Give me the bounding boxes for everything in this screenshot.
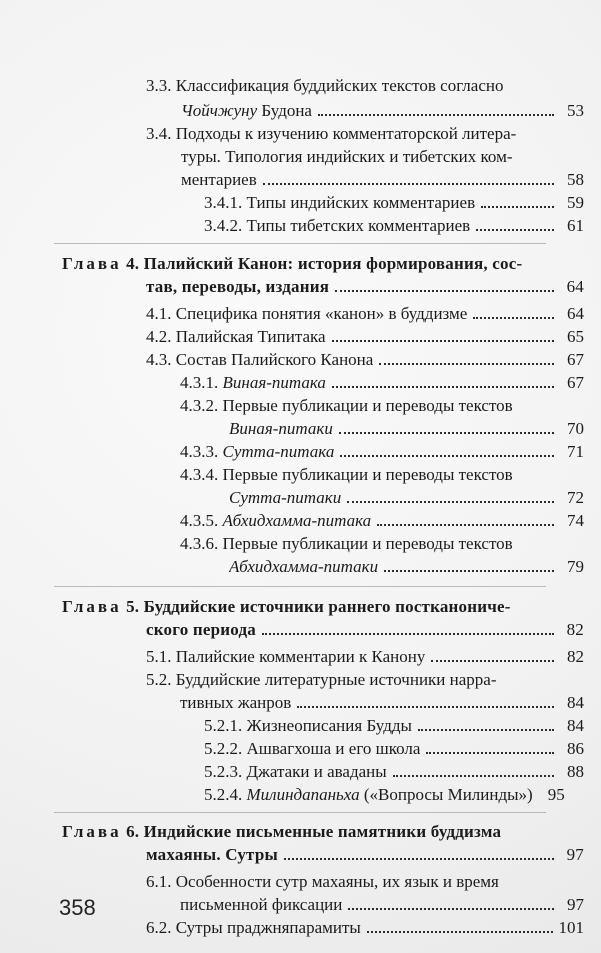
toc-text: 6.1. Особенности сутр махаяны, их язык и время <box>146 872 499 891</box>
toc-entry-3-4 <box>146 122 584 146</box>
dot-leader <box>367 931 553 933</box>
toc-page-number: 95 <box>547 785 565 804</box>
chapter-label: Глава <box>62 597 122 616</box>
toc-entry-5-2-1 <box>204 714 584 738</box>
toc-page-number: 97 <box>566 845 584 864</box>
toc-entry-5-2-4 <box>204 783 584 807</box>
toc-entry-4-3 <box>146 348 584 372</box>
toc-text: туры. Типология индийских и тибетских ком- <box>181 147 513 166</box>
dot-leader <box>263 183 554 185</box>
toc-text: 3.4. Подходы к изучению комментаторской литера- <box>146 124 517 143</box>
dot-leader <box>426 752 554 754</box>
page-number-folio: 358 <box>59 895 96 920</box>
toc-text: 4.2. Палийская Типитака <box>146 327 326 346</box>
toc-text-italic: Виная-питака <box>222 373 326 392</box>
section-divider <box>54 586 546 587</box>
toc-entry-4-1 <box>146 302 584 326</box>
toc-text: 4.3.3. <box>180 442 223 461</box>
toc-page-number: 82 <box>566 620 584 639</box>
toc-chapter-6-cont <box>146 843 584 867</box>
toc-entry-4-3-6-cont <box>229 555 584 579</box>
toc-entry-4-3-3 <box>180 440 584 464</box>
toc-page-number: 88 <box>567 762 584 781</box>
chapter-title: тав, переводы, издания <box>146 277 330 296</box>
toc-chapter-4 <box>62 252 584 276</box>
dot-leader <box>476 229 554 231</box>
toc-entry-4-3-1 <box>180 371 584 395</box>
toc-entry-3-4-1 <box>204 191 584 215</box>
dot-leader <box>340 455 554 457</box>
dot-leader <box>339 432 554 434</box>
toc-chapter-6 <box>62 820 584 844</box>
dot-leader <box>318 114 554 116</box>
toc-text: 3.4.1. Типы индийских комментариев <box>204 193 476 212</box>
toc-page-number: 58 <box>567 170 584 189</box>
toc-text: 4.1. Специфика понятия «канон» в буддизме <box>146 304 468 323</box>
toc-text: тивных жанров <box>180 693 292 712</box>
toc-text: 5.1. Палийские комментарии к Канону <box>146 647 426 666</box>
toc-page-number: 72 <box>567 488 584 507</box>
toc-text-italic: Абхидхамма-питаки <box>229 557 379 576</box>
dot-leader <box>377 524 554 526</box>
toc-text: 4.3. Состав Палийского Канона <box>146 350 374 369</box>
toc-text-italic: Виная-питаки <box>229 419 333 438</box>
toc-page-number: 71 <box>567 442 584 461</box>
toc-chapter-5 <box>62 595 584 619</box>
toc-chapter-4-cont <box>146 275 584 299</box>
toc-page-number: 67 <box>567 350 584 369</box>
toc-entry-4-3-5 <box>180 509 584 533</box>
toc-text: 5.2. Буддийские литературные источники нарра- <box>146 670 497 689</box>
dot-leader <box>262 633 554 635</box>
chapter-title: махаяны. Сутры <box>146 845 278 864</box>
dot-leader <box>418 729 554 731</box>
toc-text: 4.3.6. Первые публикации и переводы текстов <box>180 534 513 553</box>
toc-text: («Вопросы Милинды») <box>359 785 533 804</box>
toc-entry-4-3-2-cont <box>229 417 584 441</box>
toc-entry-5-2 <box>146 668 584 692</box>
chapter-label: Глава <box>62 254 122 273</box>
toc-page-number: 74 <box>567 511 584 530</box>
toc-entry-5-2-2 <box>204 737 584 761</box>
toc-entry-3-3-cont <box>181 99 584 123</box>
toc-text: 4.3.4. Первые публикации и переводы текстов <box>180 465 513 484</box>
toc-text: 4.3.2. Первые публикации и переводы текстов <box>180 396 513 415</box>
toc-text: 3.4.2. Типы тибетских комментариев <box>204 216 471 235</box>
toc-page-number: 86 <box>567 739 584 758</box>
toc-text: 3.3. Классификация буддийских текстов согласно <box>146 76 504 95</box>
toc-entry-4-3-2 <box>180 394 584 418</box>
toc-entry-3-4-cont1 <box>181 145 584 169</box>
dot-leader <box>347 501 554 503</box>
dot-leader <box>335 290 554 292</box>
section-divider <box>54 243 546 244</box>
toc-text: 4.3.1. <box>180 373 223 392</box>
toc-entry-5-2-3 <box>204 760 584 784</box>
toc-entry-5-2-cont <box>180 691 584 715</box>
toc-chapter-5-cont <box>146 618 584 642</box>
toc-text: ментариев <box>181 170 257 189</box>
toc-text: 4.3.5. <box>180 511 223 530</box>
toc-page-number: 53 <box>567 101 584 120</box>
toc-text-italic: Чойчжуну <box>181 101 258 120</box>
toc-page-number: 70 <box>567 419 584 438</box>
toc-page-number: 82 <box>567 647 584 666</box>
toc-text: Будона <box>257 101 312 120</box>
toc-page-number: 59 <box>567 193 584 212</box>
dot-leader <box>431 660 554 662</box>
toc-text-italic: Милиндапаньха <box>246 785 360 804</box>
toc-entry-6-2 <box>146 916 584 940</box>
chapter-title: 5. Буддийские источники раннего постканониче- <box>121 597 511 616</box>
toc-text: 6.2. Сутры праджняпарамиты <box>146 918 361 937</box>
toc-entry-5-1 <box>146 645 584 669</box>
toc-page-number: 65 <box>567 327 584 346</box>
toc-text-italic: Сутта-питака <box>222 442 335 461</box>
toc-text: 5.2.1. Жизнеописания Будды <box>204 716 412 735</box>
toc-page-number: 101 <box>558 918 584 937</box>
dot-leader <box>384 570 554 572</box>
toc-entry-4-3-6 <box>180 532 584 556</box>
toc-page-number: 79 <box>567 557 584 576</box>
toc-text: 5.2.3. Джатаки и аваданы <box>204 762 387 781</box>
dot-leader <box>297 706 554 708</box>
toc-page-number: 67 <box>567 373 584 392</box>
toc-entry-4-3-4-cont <box>229 486 584 510</box>
toc-page-number: 97 <box>567 895 584 914</box>
dot-leader <box>348 908 554 910</box>
toc-entry-3-4-2 <box>204 214 584 238</box>
toc-entry-6-1 <box>146 870 584 894</box>
dot-leader <box>332 386 554 388</box>
chapter-title: ского периода <box>146 620 256 639</box>
dot-leader <box>473 317 554 319</box>
toc-text: 5.2.4. <box>204 785 247 804</box>
dot-leader <box>481 206 554 208</box>
toc-text-italic: Абхидхамма-питака <box>222 511 372 530</box>
toc-page-number: 61 <box>567 216 584 235</box>
toc-entry-6-1-cont <box>180 893 584 917</box>
dot-leader <box>379 363 554 365</box>
chapter-title: 4. Палийский Канон: история формирования, сос- <box>121 254 523 273</box>
toc-text-italic: Сутта-питаки <box>229 488 342 507</box>
toc-page-number: 84 <box>567 716 584 735</box>
toc-entry-3-4-cont2 <box>181 168 584 192</box>
section-divider <box>54 812 546 813</box>
dot-leader <box>393 775 554 777</box>
chapter-label: Глава <box>62 822 122 841</box>
dot-leader <box>284 858 554 860</box>
dot-leader <box>332 340 554 342</box>
toc-entry-4-3-4 <box>180 463 584 487</box>
toc-text: 5.2.2. Ашвагхоша и его школа <box>204 739 421 758</box>
toc-page-number: 64 <box>567 304 584 323</box>
toc-page-number: 64 <box>566 277 584 296</box>
toc-entry-3-3 <box>146 74 584 98</box>
toc-text: письменной фиксации <box>180 895 343 914</box>
toc-page-number: 84 <box>567 693 584 712</box>
toc-entry-4-2 <box>146 325 584 349</box>
chapter-title: 6. Индийские письменные памятники буддизма <box>121 822 502 841</box>
